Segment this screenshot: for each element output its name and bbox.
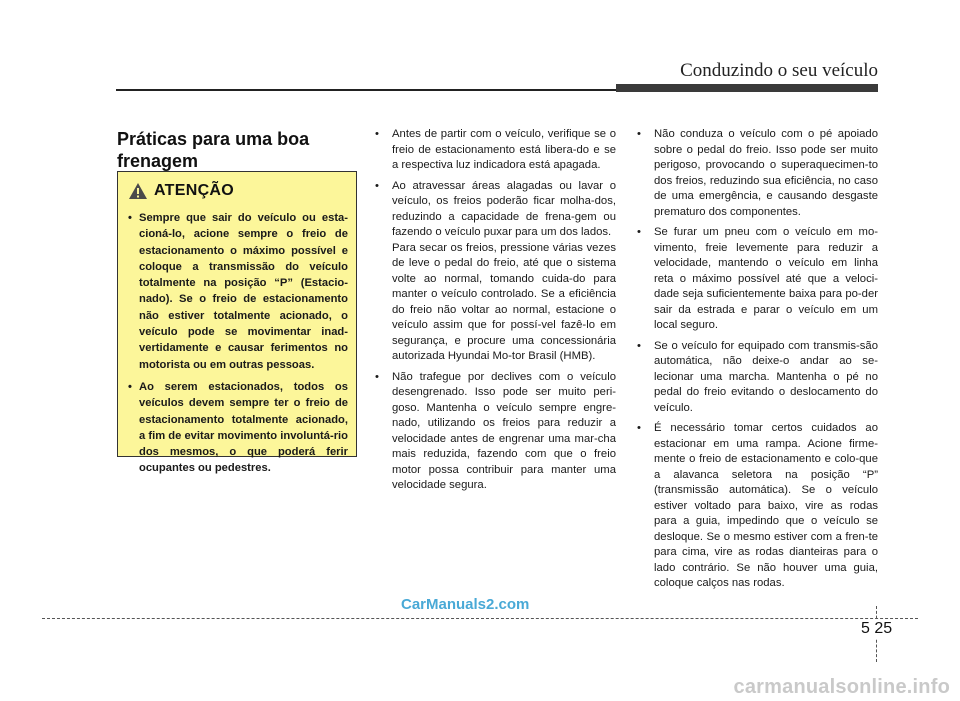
watermark-bottom: carmanualsonline.info (733, 676, 950, 698)
warning-item: • Sempre que sair do veículo ou esta-cioná-lo, acione sempre o freio de estacionamento o máximo possível e coloque a transmissão do veículo totalmente na posição “P” (Estacio-nado). Se o freio de estacionamento não estiver totalmente acionado, o veículo pode se movimentar inad-vertidamente e causar ferimentos no motorista ou em outras pessoas. (128, 210, 348, 373)
warning-box (117, 171, 357, 475)
section-title: Práticas para uma boa frenagem (117, 129, 310, 171)
page-number: 5 25 (858, 620, 895, 638)
warning-header (128, 180, 234, 202)
header-title: Conduzindo o seu veículo (680, 60, 878, 81)
list-item: • Não trafegue por declives com o veículo desengrenado. Isso pode ser muito peri-goso. Mantenha o veículo sempre engre-nado, utilizando os freios para reduzir a velocidade antes de engrenar uma mar-cha mais reduzida, fazendo com que o freio motor possa contribuir para manter uma velocidade segura. (371, 370, 616, 494)
warning-triangle-icon (128, 182, 148, 200)
watermark-link[interactable]: CarManuals2.com (401, 596, 530, 613)
header-rule-thick (616, 84, 878, 92)
list-item: • Não conduza o veículo com o pé apoiado sobre o pedal do freio. Isso pode ser muito perigoso, provocando o superaquecimen-to dos freios, reduzindo sua eficiência, no caso de uma emergência, e causando desgaste prematuro dos componentes. (633, 127, 878, 220)
list-item: • Se o veículo for equipado com transmis-são automática, não deixe-o andar ao se-lecionar uma marcha. Mantenha o pé no pedal do freio evitando o deslocamento do veículo. (633, 339, 878, 417)
warning-item: • Ao serem estacionados, todos os veículos devem sempre ter o freio de estacionamento totalmente acionado, a fim de evitar movimento involuntá-rio dos mesmos, o que poderá ferir ocupantes ou pedestres. (128, 379, 348, 477)
list-item: • Antes de partir com o veículo, verifique se o freio de estacionamento está libera-do e se a respectiva luz indicadora está apagada. (371, 127, 616, 174)
list-item: • Se furar um pneu com o veículo em mo-vimento, freie levemente para reduzir a velocidade, mantendo o veículo em linha reta o máximo possível até que a veloci-dade seja suficientemente baixa para po-der sair da estrada e parar o veículo em um local seguro. (633, 225, 878, 334)
header-rule-thin (116, 89, 616, 91)
list-item: • É necessário tomar certos cuidados ao estacionar em uma rampa. Acione firme-mente o freio de estacionamento e colo-que a alavanca seletora na posição “P” (transmissão automática). Se o veículo estiver voltado para baixo, vire as rodas para a guia, impedindo que o veículo se desloque. Se o mesmo estiver com a fren-te para cima, vire as rodas dianteiras para o lado contrário. Se não houver uma guia, coloque calços nas rodas. (633, 421, 878, 592)
list-item: • Ao atravessar áreas alagadas ou lavar o veículo, os freios poderão ficar molha-dos, reduzindo a capacidade de frena-gem ou fazendo o veículo puxar para um dos lados. Para secar os freios, pressione várias vezes de leve o pedal do freio, até que o sistema volte ao normal, tomando cuida-do para manter o veículo controlado. Se a eficiência do freio não voltar ao normal, estacione o veículo assim que for possí-vel fazê-lo em segurança, e procure uma concessionária autorizada Hyundai Mo-tor Brasil (HMB). (371, 179, 616, 365)
middle-column (371, 127, 616, 499)
warning-title: ATENÇÃO (154, 182, 235, 199)
right-column (633, 127, 878, 597)
warning-list (128, 210, 348, 483)
footer-rule (42, 618, 918, 619)
